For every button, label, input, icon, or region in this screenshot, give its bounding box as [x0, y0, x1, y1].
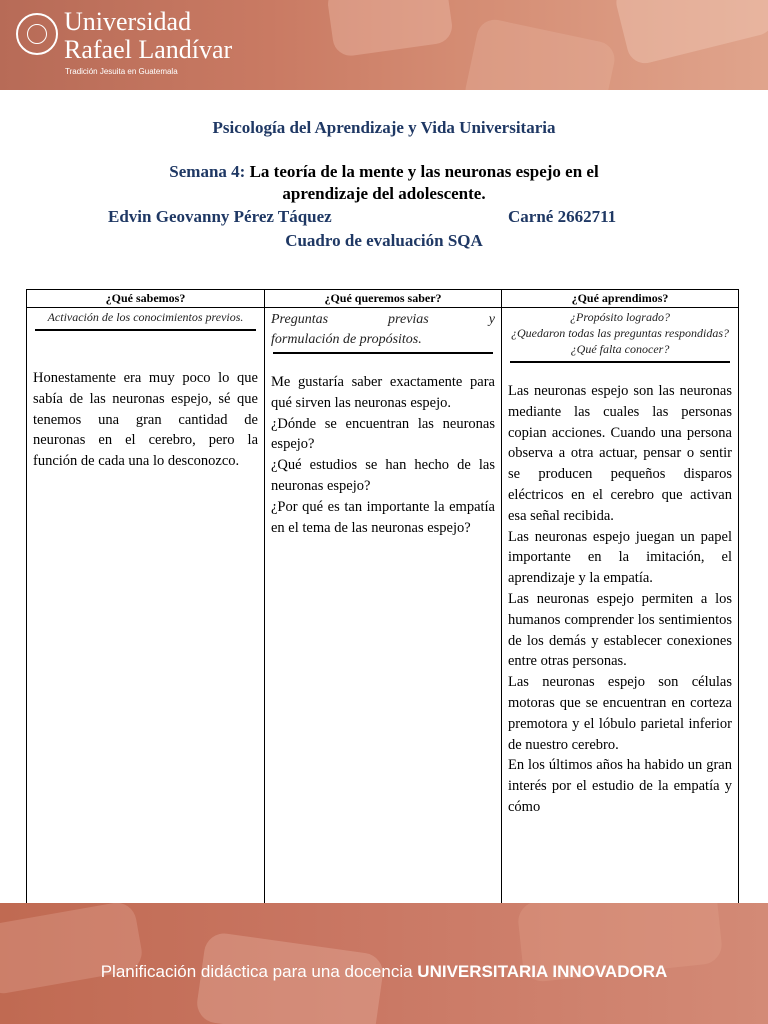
- chart-title: Cuadro de evaluación SQA: [285, 231, 483, 250]
- header-que-sabemos: ¿Qué sabemos?: [27, 290, 264, 308]
- column-que-aprendimos: [502, 308, 738, 920]
- col3-subheading: [502, 308, 738, 361]
- footer-text-regular: Planificación didáctica para una docencia: [100, 962, 418, 981]
- header-banner: [0, 0, 768, 90]
- puzzle-decoration: [462, 16, 618, 90]
- footer-text-bold: UNIVERSITARIA INNOVADORA: [417, 962, 668, 981]
- col3-paragraph: Las neuronas espejo juegan un papel importante en la imitación, el aprendizaje y la empatía.: [508, 528, 732, 587]
- week-title: [0, 161, 768, 205]
- week-label: Semana 4:: [169, 162, 246, 181]
- col2-question: Me gustaría saber exactamente para qué sirven las neuronas espejo.: [271, 374, 495, 411]
- col3-sub-line: ¿Quedaron todas las preguntas respondidas?: [510, 326, 729, 340]
- sqa-table: [26, 289, 739, 921]
- header-que-aprendimos: ¿Qué aprendimos?: [502, 290, 738, 308]
- week-title-line2: aprendizaje del adolescente.: [282, 184, 486, 203]
- university-seal-icon: [16, 13, 58, 55]
- col1-subheading: Activación de los conocimientos previos.: [47, 310, 244, 324]
- logo-line1: Universidad: [64, 7, 192, 36]
- col3-sub-line: ¿Qué falta conocer?: [570, 342, 670, 356]
- puzzle-decoration: [326, 0, 455, 58]
- col3-paragraph: Las neuronas espejo permiten a los humanos comprender los sentimientos de los demás y establecer conexiones entre otras personas.: [508, 590, 732, 670]
- col2-question: ¿Por qué es tan importante la empatía en el tema de las neuronas espejo?: [271, 498, 495, 536]
- student-id: Carné 2662711: [508, 207, 617, 226]
- puzzle-decoration: [613, 0, 768, 67]
- header-que-queremos-saber: ¿Qué queremos saber?: [265, 290, 501, 308]
- logo-tagline: Tradición Jesuita en Guatemala: [65, 67, 178, 76]
- col3-paragraph: Las neuronas espejo son células motoras que se encuentran en corteza premotora y el lóbulo parietal inferior de nuestro cerebro.: [508, 674, 732, 753]
- col3-paragraph: En los últimos años ha habido un gran interés por el estudio de la empatía y cómo: [508, 757, 732, 815]
- col2-question: ¿Qué estudios se han hecho de las neuronas espejo?: [271, 457, 495, 494]
- column-que-queremos-saber: [265, 308, 501, 920]
- course-title: Psicología del Aprendizaje y Vida Universitaria: [212, 118, 556, 137]
- column-que-sabemos: [27, 308, 264, 920]
- col2-subheading-line2: formulación de propósitos.: [271, 332, 422, 347]
- week-title-line1: La teoría de la mente y las neuronas espejo en el: [249, 162, 599, 181]
- student-name: Edvin Geovanny Pérez Táquez: [108, 207, 332, 226]
- col2-question: ¿Dónde se encuentran las neuronas espejo?: [271, 415, 495, 453]
- puzzle-decoration: [0, 903, 145, 996]
- col3-paragraph: Las neuronas espejo son las neuronas mediante las cuales las personas copian acciones. Cuando una persona observa a otra actuar, pensar o sentir se producen pequeños disparos eléctricos en el cerebro que activan esa señal recibida.: [508, 383, 732, 524]
- col1-body: Honestamente era muy poco lo que sabía de las neuronas espejo, sé que tenemos una gran cantidad de neuronas en el cerebro, pero la función de cada una lo desconozco.: [33, 370, 258, 470]
- footer-slogan: [0, 962, 768, 982]
- logo-line2: Rafael Landívar: [64, 35, 233, 64]
- col2-subheading-line1: Preguntas previas y: [271, 312, 495, 327]
- col3-sub-line: ¿Propósito logrado?: [570, 310, 670, 324]
